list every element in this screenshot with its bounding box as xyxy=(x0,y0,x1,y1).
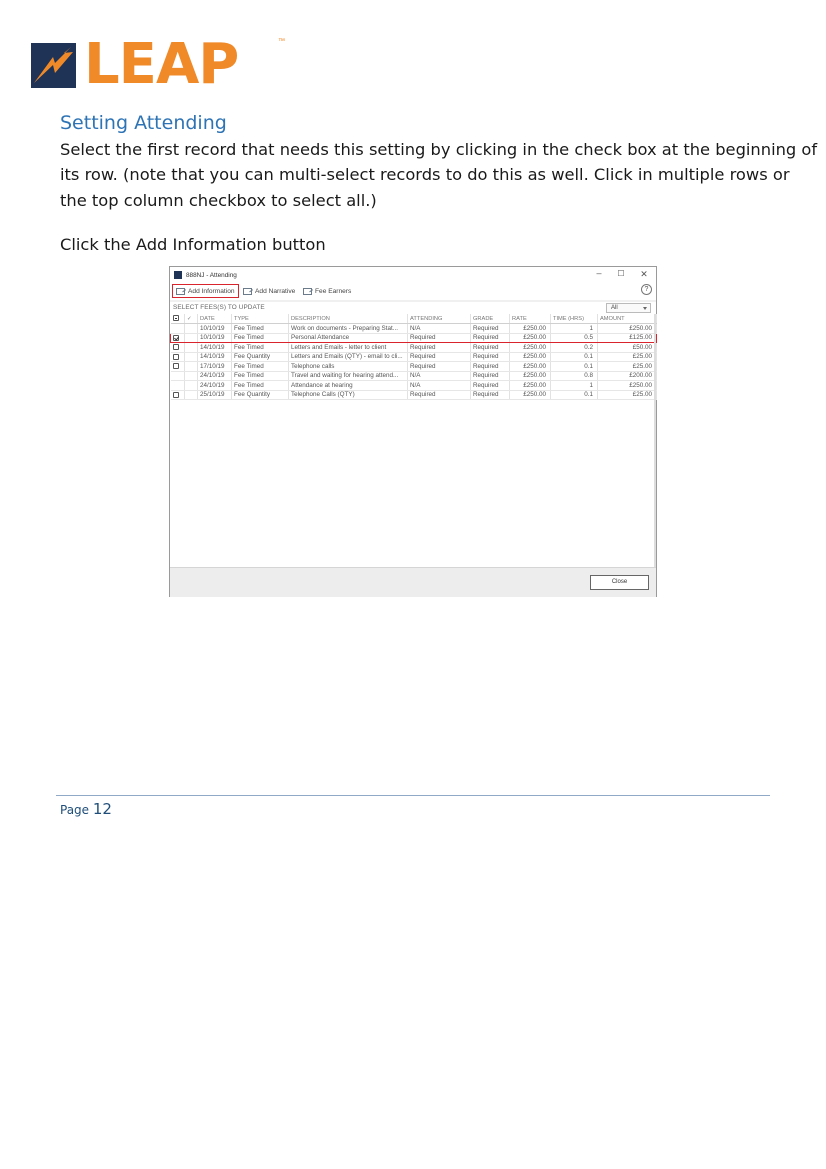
cell-amount: £200.00 xyxy=(598,371,657,381)
row-check-mark-cell xyxy=(185,390,198,400)
cell-date: 14/10/19 xyxy=(198,352,232,362)
table-row[interactable] xyxy=(171,352,657,362)
row-checkbox[interactable] xyxy=(173,344,179,350)
cell-attending: N/A xyxy=(408,324,471,334)
cell-type: Fee Timed xyxy=(232,333,289,343)
col-header-date[interactable]: DATE xyxy=(198,314,232,324)
page-number-value: 12 xyxy=(92,800,112,818)
row-check-mark-cell xyxy=(185,333,198,343)
cell-attending: N/A xyxy=(408,381,471,391)
table-scrollbar[interactable] xyxy=(654,314,656,567)
cell-attending: N/A xyxy=(408,371,471,381)
cell-time: 0.1 xyxy=(551,390,598,400)
cell-grade: Required xyxy=(471,381,510,391)
cell-date: 17/10/19 xyxy=(198,362,232,372)
cell-attending: Required xyxy=(408,390,471,400)
cell-time: 0.1 xyxy=(551,362,598,372)
cell-rate: £250.00 xyxy=(510,352,551,362)
cell-grade: Required xyxy=(471,390,510,400)
cell-rate: £250.00 xyxy=(510,381,551,391)
cell-type: Fee Timed xyxy=(232,324,289,334)
cell-description: Letters and Emails - letter to client xyxy=(289,343,408,353)
cell-date: 24/10/19 xyxy=(198,381,232,391)
cell-time: 0.2 xyxy=(551,343,598,353)
row-check-mark-cell xyxy=(185,352,198,362)
edit-note-icon xyxy=(243,288,252,295)
cell-description: Telephone calls xyxy=(289,362,408,372)
row-check-mark-cell xyxy=(185,343,198,353)
cell-grade: Required xyxy=(471,343,510,353)
row-checkbox-cell[interactable] xyxy=(171,362,185,372)
cell-time: 0.1 xyxy=(551,352,598,362)
add-narrative-button[interactable] xyxy=(240,284,298,298)
section-heading: Setting Attending xyxy=(60,112,227,134)
close-button[interactable]: Close xyxy=(590,575,649,590)
cell-amount: £250.00 xyxy=(598,381,657,391)
cell-attending: Required xyxy=(408,352,471,362)
attending-window xyxy=(169,266,657,597)
cell-amount: £50.00 xyxy=(598,343,657,353)
row-checkbox-cell[interactable] xyxy=(171,352,185,362)
cell-type: Fee Timed xyxy=(232,343,289,353)
row-check-mark-cell xyxy=(185,381,198,391)
row-checkbox[interactable] xyxy=(173,335,179,341)
leap-logo-mark-icon xyxy=(31,43,76,88)
row-checkbox[interactable] xyxy=(173,392,179,398)
cell-type: Fee Quantity xyxy=(232,390,289,400)
row-check-mark-cell xyxy=(185,324,198,334)
cell-time: 0.5 xyxy=(551,333,598,343)
cell-amount: £125.00 xyxy=(598,333,657,343)
cell-time: 0.8 xyxy=(551,371,598,381)
row-checkbox-cell[interactable] xyxy=(171,333,185,343)
cell-description: Telephone Calls (QTY) xyxy=(289,390,408,400)
cell-type: Fee Quantity xyxy=(232,352,289,362)
footer-divider xyxy=(56,795,770,796)
instruction-add-information: Click the Add Information button xyxy=(60,235,326,254)
cell-rate: £250.00 xyxy=(510,371,551,381)
add-information-button[interactable] xyxy=(172,284,239,298)
row-check-mark-cell xyxy=(185,362,198,372)
cell-grade: Required xyxy=(471,324,510,334)
page-label: Page xyxy=(60,803,90,817)
instruction-line-1: Select the first record that needs this setting by clicking in the check box at the beginning of xyxy=(60,140,818,159)
cell-attending: Required xyxy=(408,333,471,343)
table-row[interactable] xyxy=(171,381,657,391)
col-header-type[interactable]: TYPE xyxy=(232,314,289,324)
table-row[interactable] xyxy=(171,362,657,372)
cell-date: 25/10/19 xyxy=(198,390,232,400)
cell-attending: Required xyxy=(408,343,471,353)
row-checkbox-cell xyxy=(171,324,185,334)
col-header-rate[interactable]: RATE xyxy=(510,314,551,324)
cell-rate: £250.00 xyxy=(510,362,551,372)
add-information-label: Add Information xyxy=(188,287,235,295)
cell-date: 24/10/19 xyxy=(198,371,232,381)
cell-amount: £25.00 xyxy=(598,390,657,400)
cell-description: Personal Attendance xyxy=(289,333,408,343)
select-all-checkbox-cell[interactable] xyxy=(171,314,185,324)
cell-description: Travel and waiting for hearing attend... xyxy=(289,371,408,381)
cell-attending: Required xyxy=(408,362,471,372)
cell-type: Fee Timed xyxy=(232,381,289,391)
cell-amount: £250.00 xyxy=(598,324,657,334)
leap-app-icon xyxy=(174,271,182,279)
maximize-button[interactable]: ☐ xyxy=(617,269,625,278)
fee-earners-label: Fee Earners xyxy=(315,287,352,295)
table-row[interactable] xyxy=(171,324,657,334)
fee-earners-button[interactable] xyxy=(300,284,354,298)
col-header-attending[interactable]: ATTENDING xyxy=(408,314,471,324)
cell-grade: Required xyxy=(471,352,510,362)
close-window-button[interactable]: ✕ xyxy=(640,269,648,279)
table-row[interactable] xyxy=(171,390,657,400)
window-footer xyxy=(170,567,656,597)
window-title: 888NJ - Attending xyxy=(186,271,237,279)
cell-rate: £250.00 xyxy=(510,333,551,343)
window-titlebar xyxy=(170,267,656,283)
toolbar-divider xyxy=(170,300,656,302)
table-row[interactable] xyxy=(171,343,657,353)
col-header-check: ✓ xyxy=(185,314,198,324)
select-all-checkbox[interactable] xyxy=(173,315,179,321)
cell-grade: Required xyxy=(471,333,510,343)
cell-time: 1 xyxy=(551,324,598,334)
cell-amount: £25.00 xyxy=(598,352,657,362)
cell-date: 10/10/19 xyxy=(198,333,232,343)
leap-logo xyxy=(31,32,285,97)
fee-filter-value: All xyxy=(611,305,618,311)
trademark-mark: ™ xyxy=(278,38,285,45)
cell-time: 1 xyxy=(551,381,598,391)
select-fees-label: SELECT FEES(S) TO UPDATE xyxy=(173,304,265,311)
cell-amount: £25.00 xyxy=(598,362,657,372)
row-checkbox-cell xyxy=(171,381,185,391)
row-checkbox[interactable] xyxy=(173,363,179,369)
cell-description: Letters and Emails (QTY) - email to cli... xyxy=(289,352,408,362)
cell-type: Fee Timed xyxy=(232,371,289,381)
cell-grade: Required xyxy=(471,371,510,381)
table-row[interactable] xyxy=(171,371,657,381)
cell-rate: £250.00 xyxy=(510,390,551,400)
row-checkbox-cell[interactable] xyxy=(171,343,185,353)
instruction-line-2: its row. (note that you can multi-select records to do this as well. Click in multiple rows or xyxy=(60,165,790,184)
chevron-down-icon xyxy=(643,307,647,310)
cell-date: 14/10/19 xyxy=(198,343,232,353)
edit-note-icon xyxy=(176,288,185,295)
table-header-row xyxy=(171,314,657,324)
col-header-amount[interactable]: AMOUNT xyxy=(598,314,657,324)
cell-grade: Required xyxy=(471,362,510,372)
col-header-time[interactable]: TIME (HRS) xyxy=(551,314,598,324)
leap-logo-text: LEAP xyxy=(84,32,239,97)
cell-date: 10/10/19 xyxy=(198,324,232,334)
fee-filter-dropdown[interactable] xyxy=(606,303,651,313)
edit-note-icon xyxy=(303,288,312,295)
instruction-line-3: the top column checkbox to select all.) xyxy=(60,191,377,210)
col-header-description[interactable]: DESCRIPTION xyxy=(289,314,408,324)
add-narrative-label: Add Narrative xyxy=(255,287,296,295)
cell-rate: £250.00 xyxy=(510,324,551,334)
row-checkbox-cell xyxy=(171,371,185,381)
row-checkbox[interactable] xyxy=(173,354,179,360)
help-icon[interactable]: ? xyxy=(641,284,652,295)
cell-description: Attendance at hearing xyxy=(289,381,408,391)
row-checkbox-cell[interactable] xyxy=(171,390,185,400)
cell-type: Fee Timed xyxy=(232,362,289,372)
fees-table xyxy=(170,314,657,400)
cell-description: Work on documents - Preparing Stat... xyxy=(289,324,408,334)
window-toolbar xyxy=(170,283,656,299)
row-check-mark-cell xyxy=(185,371,198,381)
col-header-grade[interactable]: GRADE xyxy=(471,314,510,324)
page-number xyxy=(60,800,112,818)
minimize-button[interactable]: – xyxy=(596,268,602,278)
cell-rate: £250.00 xyxy=(510,343,551,353)
table-row[interactable] xyxy=(171,333,657,343)
